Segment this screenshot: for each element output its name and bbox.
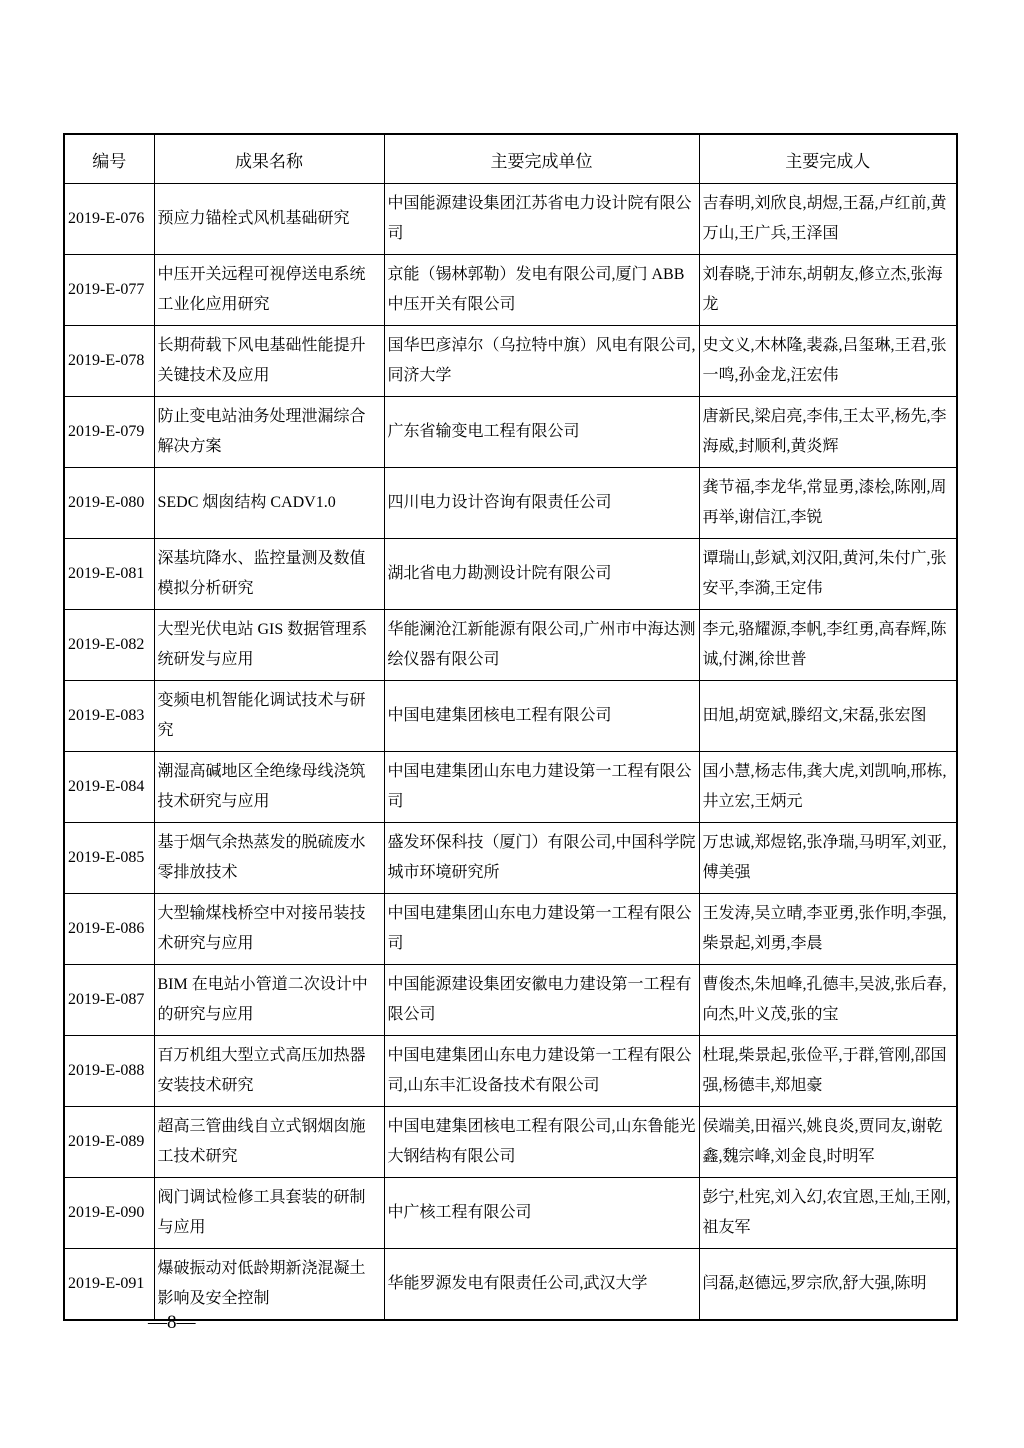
result-id-cell: 2019-E-090 — [64, 1178, 154, 1249]
main-units-cell: 四川电力设计咨询有限责任公司 — [384, 468, 699, 539]
achievement-name-cell: 中压开关远程可视停送电系统工业化应用研究 — [154, 255, 384, 326]
main-contributors-cell: 刘春晓,于沛东,胡朝友,修立杰,张海龙 — [699, 255, 957, 326]
main-units-cell: 京能（锡林郭勒）发电有限公司,厦门 ABB 中压开关有限公司 — [384, 255, 699, 326]
main-units-cell: 中国电建集团山东电力建设第一工程有限公司 — [384, 894, 699, 965]
achievement-name-cell: 防止变电站油务处理泄漏综合解决方案 — [154, 397, 384, 468]
main-units-cell: 中国能源建设集团安徽电力建设第一工程有限公司 — [384, 965, 699, 1036]
table-row — [64, 1036, 957, 1107]
result-id-cell: 2019-E-080 — [64, 468, 154, 539]
main-contributors-cell: 侯端美,田福兴,姚良炎,贾同友,谢乾鑫,魏宗峰,刘金良,时明军 — [699, 1107, 957, 1178]
achievement-name-cell: 阀门调试检修工具套装的研制与应用 — [154, 1178, 384, 1249]
achievement-name-cell: 超高三管曲线自立式钢烟囱施工技术研究 — [154, 1107, 384, 1178]
table-row — [64, 1107, 957, 1178]
header-main-units: 主要完成单位 — [384, 134, 699, 184]
main-contributors-cell: 田旭,胡宽斌,滕绍文,宋磊,张宏图 — [699, 681, 957, 752]
result-id-cell: 2019-E-089 — [64, 1107, 154, 1178]
result-id-cell: 2019-E-078 — [64, 326, 154, 397]
main-contributors-cell: 杜琨,柴景起,张俭平,于群,管刚,邵国强,杨德丰,郑旭豪 — [699, 1036, 957, 1107]
result-id-cell: 2019-E-082 — [64, 610, 154, 681]
header-main-contributors: 主要完成人 — [699, 134, 957, 184]
main-units-cell: 中国电建集团核电工程有限公司,山东鲁能光大钢结构有限公司 — [384, 1107, 699, 1178]
main-units-cell: 华能罗源发电有限责任公司,武汉大学 — [384, 1249, 699, 1321]
main-contributors-cell: 龚节福,李龙华,常显勇,漆桧,陈刚,周再举,谢信江,李锐 — [699, 468, 957, 539]
header-id: 编号 — [64, 134, 154, 184]
main-units-cell: 盛发环保科技（厦门）有限公司,中国科学院城市环境研究所 — [384, 823, 699, 894]
achievement-name-cell: 长期荷载下风电基础性能提升关键技术及应用 — [154, 326, 384, 397]
main-contributors-cell: 王发涛,吴立晴,李亚勇,张作明,李强,柴景起,刘勇,李晨 — [699, 894, 957, 965]
achievement-name-cell: SEDC 烟囱结构 CADV1.0 — [154, 468, 384, 539]
main-contributors-cell: 彭宁,杜宪,刘入幻,农宜恩,王灿,王刚,祖友军 — [699, 1178, 957, 1249]
result-id-cell: 2019-E-087 — [64, 965, 154, 1036]
table-row — [64, 752, 957, 823]
table-row — [64, 610, 957, 681]
result-id-cell: 2019-E-084 — [64, 752, 154, 823]
table-row — [64, 255, 957, 326]
main-units-cell: 中广核工程有限公司 — [384, 1178, 699, 1249]
main-units-cell: 中国电建集团山东电力建设第一工程有限公司 — [384, 752, 699, 823]
result-id-cell: 2019-E-076 — [64, 184, 154, 255]
page-number: —8— — [148, 1312, 196, 1333]
main-contributors-cell: 闫磊,赵德远,罗宗欣,舒大强,陈明 — [699, 1249, 957, 1321]
achievement-name-cell: 变频电机智能化调试技术与研究 — [154, 681, 384, 752]
table-row — [64, 184, 957, 255]
table-row — [64, 894, 957, 965]
result-id-cell: 2019-E-091 — [64, 1249, 154, 1321]
table-row — [64, 823, 957, 894]
main-contributors-cell: 曹俊杰,朱旭峰,孔德丰,吴波,张后春,向杰,叶义茂,张的宝 — [699, 965, 957, 1036]
main-contributors-cell: 谭瑞山,彭斌,刘汉阳,黄河,朱付广,张安平,李漪,王定伟 — [699, 539, 957, 610]
achievement-name-cell: BIM 在电站小管道二次设计中的研究与应用 — [154, 965, 384, 1036]
header-achievement-name: 成果名称 — [154, 134, 384, 184]
achievement-name-cell: 百万机组大型立式高压加热器安装技术研究 — [154, 1036, 384, 1107]
achievement-name-cell: 基于烟气余热蒸发的脱硫废水零排放技术 — [154, 823, 384, 894]
result-id-cell: 2019-E-079 — [64, 397, 154, 468]
table-row — [64, 397, 957, 468]
results-table-header — [64, 134, 957, 184]
main-units-cell: 湖北省电力勘测设计院有限公司 — [384, 539, 699, 610]
table-row — [64, 681, 957, 752]
achievement-name-cell: 大型光伏电站 GIS 数据管理系统研发与应用 — [154, 610, 384, 681]
main-units-cell: 华能澜沧江新能源有限公司,广州市中海达测绘仪器有限公司 — [384, 610, 699, 681]
main-contributors-cell: 史文义,木林隆,裴淼,吕玺琳,王君,张一鸣,孙金龙,汪宏伟 — [699, 326, 957, 397]
achievement-name-cell: 预应力锚栓式风机基础研究 — [154, 184, 384, 255]
achievement-name-cell: 深基坑降水、监控量测及数值模拟分析研究 — [154, 539, 384, 610]
main-contributors-cell: 万忠诚,郑煜铭,张净瑞,马明军,刘亚,傅美强 — [699, 823, 957, 894]
table-row — [64, 1178, 957, 1249]
table-row — [64, 965, 957, 1036]
main-contributors-cell: 吉春明,刘欣良,胡煜,王磊,卢红前,黄万山,王广兵,王泽国 — [699, 184, 957, 255]
results-table-body — [64, 184, 957, 1321]
achievement-name-cell: 大型输煤栈桥空中对接吊装技术研究与应用 — [154, 894, 384, 965]
main-contributors-cell: 国小慧,杨志伟,龚大虎,刘凯响,邢栋,井立宏,王炳元 — [699, 752, 957, 823]
main-units-cell: 中国电建集团核电工程有限公司 — [384, 681, 699, 752]
table-row — [64, 326, 957, 397]
header-row — [64, 134, 957, 184]
main-units-cell: 国华巴彦淖尔（乌拉特中旗）风电有限公司,同济大学 — [384, 326, 699, 397]
table-row — [64, 468, 957, 539]
result-id-cell: 2019-E-085 — [64, 823, 154, 894]
results-table — [63, 133, 958, 1321]
main-contributors-cell: 李元,骆耀源,李帆,李红勇,高春辉,陈诚,付渊,徐世普 — [699, 610, 957, 681]
achievement-name-cell: 爆破振动对低龄期新浇混凝土影响及安全控制 — [154, 1249, 384, 1321]
main-units-cell: 广东省输变电工程有限公司 — [384, 397, 699, 468]
achievement-name-cell: 潮湿高碱地区全绝缘母线浇筑技术研究与应用 — [154, 752, 384, 823]
result-id-cell: 2019-E-083 — [64, 681, 154, 752]
result-id-cell: 2019-E-088 — [64, 1036, 154, 1107]
main-units-cell: 中国能源建设集团江苏省电力设计院有限公司 — [384, 184, 699, 255]
result-id-cell: 2019-E-086 — [64, 894, 154, 965]
table-row — [64, 539, 957, 610]
main-units-cell: 中国电建集团山东电力建设第一工程有限公司,山东丰汇设备技术有限公司 — [384, 1036, 699, 1107]
table-row — [64, 1249, 957, 1321]
result-id-cell: 2019-E-081 — [64, 539, 154, 610]
main-contributors-cell: 唐新民,梁启亮,李伟,王太平,杨先,李海威,封顺利,黄炎辉 — [699, 397, 957, 468]
result-id-cell: 2019-E-077 — [64, 255, 154, 326]
